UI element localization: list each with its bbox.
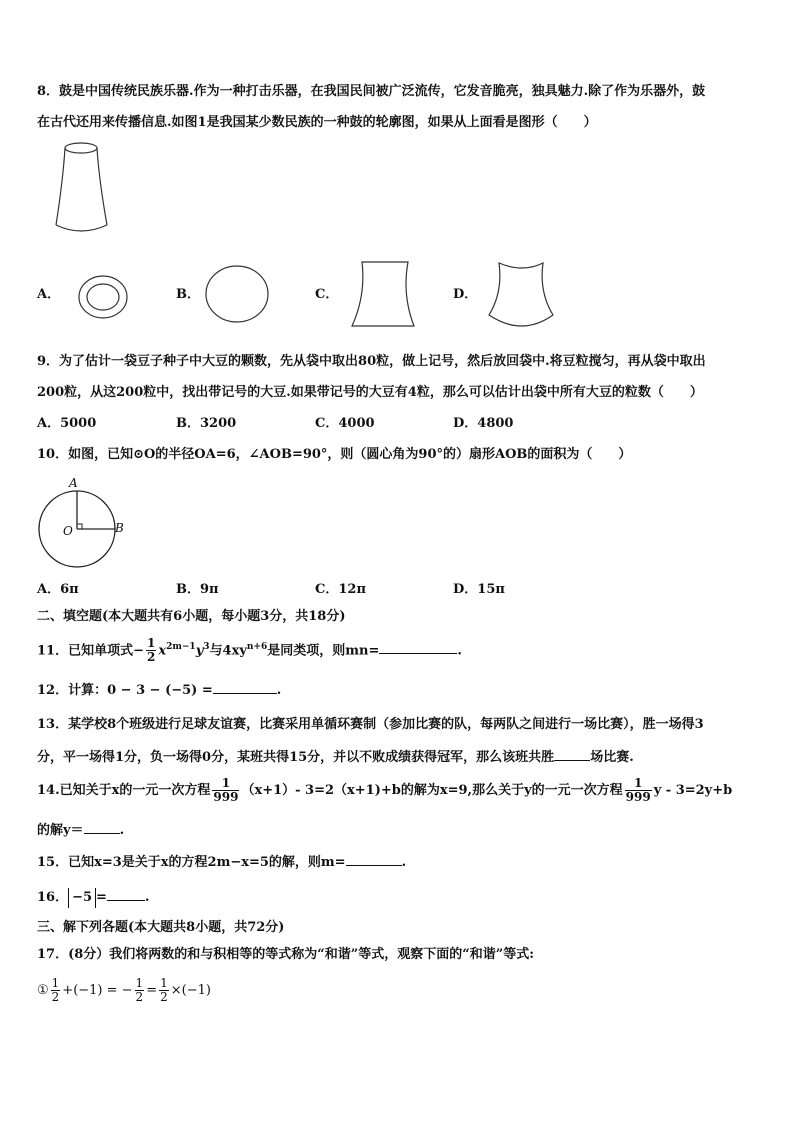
q9-option-b[interactable]: B．3200 (176, 416, 237, 431)
q9-line1: 9．为了估计一袋豆子种子中大豆的颗数，先从袋中取出80粒，做上记号，然后放回袋中.将豆粒搅匀，再从袋中取出 (37, 354, 706, 369)
q13-line1: 13．某学校8个班级进行足球友谊赛，比赛采用单循环赛制（参加比赛的队，每两队之间进行一场比赛），胜一场得3 (37, 717, 704, 732)
q17-line1: 17．(8分）我们将两数的和与积相等的等式称为“和谐”等式，观察下面的“和谐”等式: (37, 947, 534, 962)
q10-option-d[interactable]: D．15π (453, 582, 505, 597)
label-a: A (69, 476, 78, 490)
drum-figure (52, 140, 112, 240)
q11: 11．已知单项式− $\frac{1}{2}$ $x^{2m-1}y^3$与$4xy^{n+6}$是同类项，则mn= . (37, 636, 462, 665)
q9-option-c[interactable]: C．4000 (315, 416, 375, 431)
q14-line1: 14.已知关于x的一元一次方程 $\frac{1}{999}$ （x+1）- 3=2（x+1)+b的解为x=9,那么关于y的一元一次方程 $\frac{1}{999}$ y - 3=2y+b (37, 776, 733, 804)
q17-equation-1: ① $\frac{1}{2}$ +(−1) = − $\frac{1}{2}$ = $\frac{1}{2}$ ×(−1) (37, 976, 211, 1004)
option-b-circle (204, 264, 274, 324)
option-c-shape (350, 260, 420, 330)
q8-option-b[interactable]: B． (176, 287, 200, 302)
q15: 15．已知x=3是关于x的方程2m−x=5的解，则m= . (37, 851, 406, 873)
q8-line2: 在古代还用来传播信息.如图1是我国某少数民族的一种鼓的轮廓图，如果从上面看是图形（ ） (37, 115, 597, 130)
label-o: O (63, 524, 73, 538)
q16: 16． −5 = . (37, 886, 149, 908)
section-3-heading: 三、解下列各题(本大题共8小题，共72分) (37, 920, 285, 935)
q10-line1: 10．如图，已知⊙O的半径OA=6，∠AOB=90°，则（圆心角为90°的）扇形AOB的面积为（ ） (37, 447, 632, 462)
q15-answer-blank[interactable] (346, 851, 402, 866)
q9-line2: 200粒，从这200粒中，找出带记号的大豆.如果带记号的大豆有4粒，那么可以估计出袋中所有大豆的粒数（ ） (37, 385, 703, 400)
q9-option-d[interactable]: D．4800 (453, 416, 514, 431)
q13-answer-blank[interactable] (554, 746, 590, 761)
option-d-shape (485, 257, 565, 332)
q9-option-a[interactable]: A．5000 (37, 416, 97, 431)
option-a-rings (73, 272, 133, 322)
label-b: B (115, 521, 124, 535)
q12: 12．计算：0 − 3 − (−5) = . (37, 679, 281, 701)
q12-answer-blank[interactable] (213, 679, 277, 694)
q16-answer-blank[interactable] (107, 886, 145, 901)
q8-line1: 8．鼓是中国传统民族乐器.作为一种打击乐器，在我国民间被广泛流传，它发音脆亮，独具魅力.除了作为乐器外，鼓 (37, 84, 706, 99)
section-2-heading: 二、填空题(本大题共有6小题，每小题3分，共18分) (37, 609, 346, 624)
q14-line2: 的解y＝ . (37, 819, 124, 841)
q8-option-d[interactable]: D． (453, 287, 478, 302)
q13-line2: 分，平一场得1分，负一场得0分，某班共得15分，并以不败成绩获得冠军，那么该班共胜 场比赛. (37, 746, 634, 768)
q14-answer-blank[interactable] (84, 819, 120, 834)
q11-answer-blank[interactable] (379, 639, 457, 654)
q8-option-c[interactable]: C． (315, 287, 339, 302)
q10-option-c[interactable]: C．12π (315, 582, 366, 597)
q10-option-a[interactable]: A．6π (37, 582, 79, 597)
q8-option-a[interactable]: A． (37, 287, 61, 302)
q10-option-b[interactable]: B．9π (176, 582, 219, 597)
